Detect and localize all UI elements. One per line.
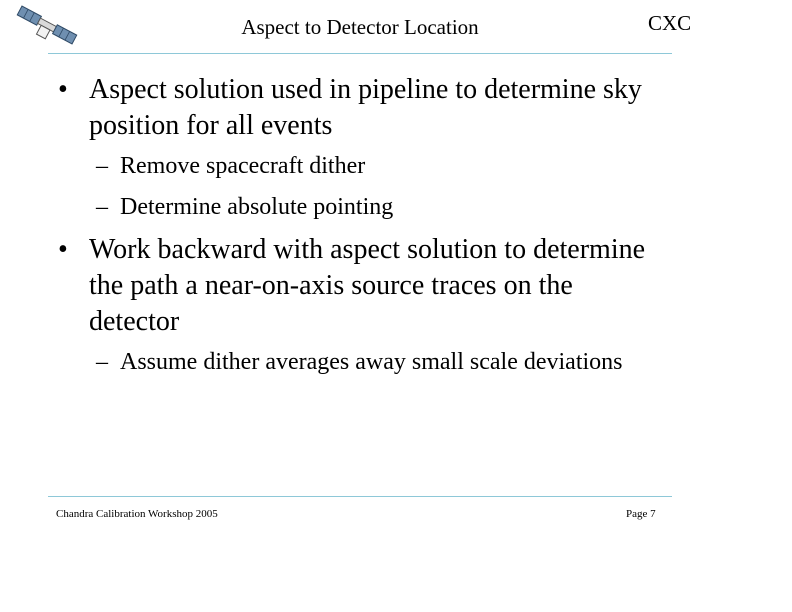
sub-bullet-text: Determine absolute pointing xyxy=(120,194,394,220)
satellite-icon xyxy=(14,4,80,46)
footer-divider xyxy=(48,496,672,497)
sub-bullet-item xyxy=(58,191,658,224)
sub-bullet-text: Assume dither averages away small scale deviations xyxy=(120,349,623,375)
sub-bullet-list xyxy=(58,150,658,224)
sub-bullet-text: Remove spacecraft dither xyxy=(120,153,366,179)
page-number: Page 7 xyxy=(626,508,656,520)
dash-mark: – xyxy=(96,153,108,179)
dash-mark: – xyxy=(96,194,108,220)
bullet-item xyxy=(58,232,658,340)
bullet-mark: • xyxy=(58,74,68,105)
bullet-mark: • xyxy=(58,234,68,265)
bullet-list xyxy=(58,72,658,387)
dash-mark: – xyxy=(96,349,108,375)
footer-workshop: Chandra Calibration Workshop 2005 xyxy=(56,508,218,520)
slide-title: Aspect to Detector Location xyxy=(241,15,479,39)
bullet-text: Aspect solution used in pipeline to determine sky position for all events xyxy=(89,74,642,141)
sub-bullet-list xyxy=(58,346,658,379)
header-divider xyxy=(48,53,672,54)
bullet-item xyxy=(58,72,658,144)
sub-bullet-item xyxy=(58,150,658,183)
org-label: CXC xyxy=(648,11,692,35)
sub-bullet-item xyxy=(58,346,658,379)
bullet-text: Work backward with aspect solution to determine the path a near-on-axis source traces on the detector xyxy=(89,234,646,337)
